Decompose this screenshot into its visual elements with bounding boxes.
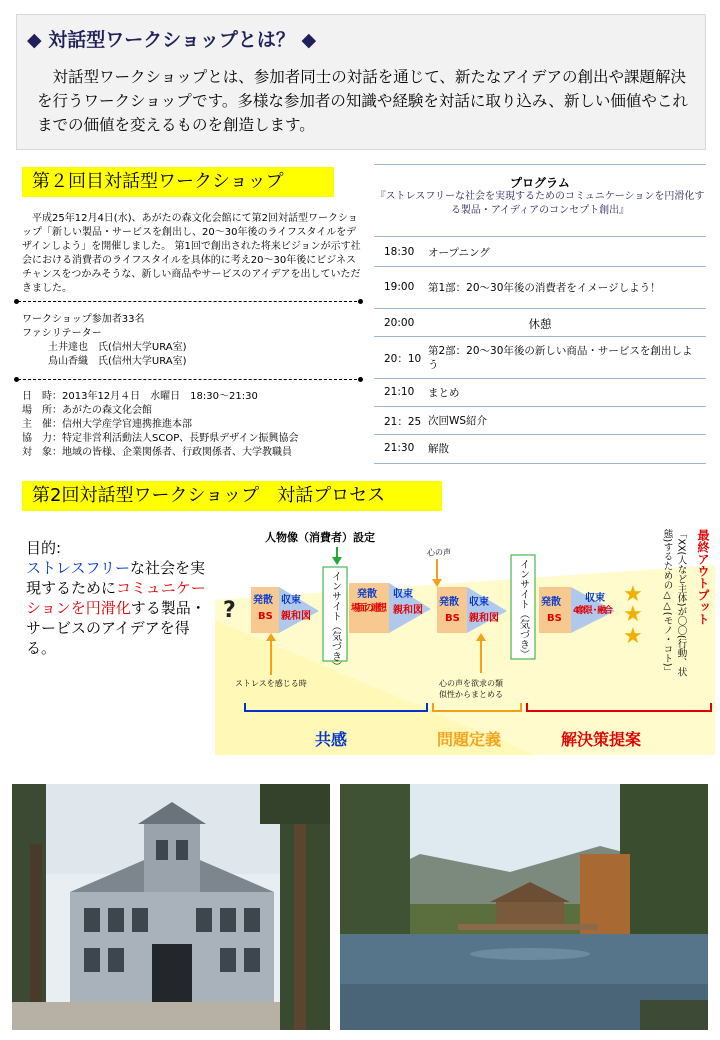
divider (18, 301, 362, 302)
facilitator-2: 鳥山香織 氏(信州大学URA室) (48, 356, 187, 367)
table-row: 20:00 休憩 (374, 308, 706, 337)
detail-cooperation: 協 力：特定非営利活動法人SCOP、長野県デザイン振興協会 (22, 433, 299, 444)
svg-text:収束: 収束 (585, 593, 605, 604)
diverge-shape (251, 587, 279, 633)
star-icon: ★ (623, 602, 643, 627)
table-row: 19:00 第1部：20～30年後の消費者をイメージしよう！ (374, 266, 706, 309)
persona-arrow-head (332, 557, 342, 565)
process-diagram (215, 525, 715, 755)
participants-count: ワークショップ参加者33名 (22, 314, 145, 325)
svg-text:BS: BS (445, 613, 460, 624)
table-row: 18:30 オープニング (374, 236, 706, 267)
table-row: 20：10 第2部：20～30年後の新しい商品・サービスを創出しよう (374, 336, 706, 379)
intro-title: ◆ 対話型ワークショップとは？ ◆ (27, 29, 317, 51)
table-row: 21：25 次回WS紹介 (374, 406, 706, 435)
table-row: 21:30 解散 (374, 434, 706, 464)
workshop-description: 平成25年12月4日(水)、あがたの森文化会館にて第2回対話型ワークショップ「新しい製品・サービスを創出し、20～30年後のライフスタイルをデザインしよう」を開催しました。 第1回で創出された将来ビジョンが示す社会における消費者のライフスタイルを具体的に考え20～30年後にビジネスチャンスをつかみそうな、新しい商品やサービスのアイデアを出していただきました。 (22, 213, 361, 294)
purpose-text: 目的: ストレスフリーな社会を実現するためにコミュニケーションを円滑化する製品・サービスのアイデアを得る。 (26, 538, 216, 658)
svg-text:発散: 発散 (253, 595, 273, 606)
facilitator-1: 土井達也 氏(信州大学URA室) (48, 342, 187, 353)
svg-text:親和図: 親和図 (469, 613, 499, 624)
heart-classify-label-1: 心の声を欲求の類 (439, 679, 503, 688)
persona-label: 人物像（消費者）設定 (265, 531, 375, 544)
participants-block (22, 313, 362, 369)
intro-body: 対話型ワークショップとは、参加者同士の対話を通じて、新たなアイデアの創出や課題解決を行うワークショップです。多様な参加者の知識や経験を対話に取り込み、新しい価値やこれまでの価値を変えるものを創造します。 (37, 68, 688, 134)
facilitator-label: ファシリテーター (22, 328, 102, 339)
svg-text:収束: 収束 (393, 589, 413, 600)
phase-solution: 解決策提案 (561, 730, 642, 749)
question-mark: ? (223, 598, 236, 623)
divider (18, 379, 362, 380)
final-output-label: 最終アウトプット (696, 529, 710, 625)
svg-text:4象限・融合: 4象限・融合 (573, 606, 613, 616)
detail-host: 主 催：信州大学産学官連携推進本部 (22, 419, 192, 430)
intro-box (16, 14, 706, 150)
svg-text:場面の連想: 場面の連想 (351, 603, 387, 614)
detail-date: 日 時：2013年12月４日 水曜日 18:30～21:30 (22, 391, 258, 402)
event-details (22, 390, 372, 460)
heart-voice-label: 心の声 (427, 548, 451, 557)
diverge-shape (437, 587, 467, 633)
stress-moment-label: ストレスを感じる時 (235, 679, 307, 688)
svg-text:BS: BS (258, 611, 273, 622)
process-title: 第2回対話型ワークショップ 対話プロセス (22, 481, 442, 511)
purpose-label: 目的: (26, 539, 62, 557)
svg-text:収束: 収束 (281, 595, 301, 606)
star-icon: ★ (623, 582, 643, 607)
program-title: プログラム (510, 176, 570, 190)
program-table (374, 164, 706, 464)
divider-dot (358, 377, 363, 382)
svg-text:BS: BS (547, 613, 562, 624)
svg-text:発散: 発散 (357, 589, 377, 600)
svg-text:収束: 収束 (469, 597, 489, 608)
table-border (374, 164, 706, 165)
program-subtitle: 『ストレスフリーな社会を実現するためのコミュニケーションを円滑化する製品・アイディアのコンセプト創出』 (375, 191, 705, 216)
garden-photo (340, 784, 708, 1030)
svg-text:親和図: 親和図 (281, 611, 311, 622)
svg-text:発散: 発散 (439, 597, 459, 608)
building-photo (12, 784, 330, 1030)
final-output-desc-2: 態)するための△△(モノ・コト)」 (661, 529, 673, 677)
detail-place: 場 所：あがたの森文化会館 (22, 405, 152, 416)
svg-text:発散: 発散 (541, 597, 561, 608)
diverge-shape (539, 587, 571, 633)
phase-empathy: 共感 (315, 730, 348, 749)
svg-text:親和図: 親和図 (393, 605, 423, 616)
heart-classify-label-2: 似性からまとめる (439, 690, 503, 699)
star-icon: ★ (623, 624, 643, 649)
svg-text:インサイト（気づき）: インサイト（気づき） (329, 571, 341, 671)
final-output-desc-1: 「XX(人など主体)が〇〇(行動、状 (675, 529, 687, 677)
divider-dot (358, 299, 363, 304)
table-row: 21:10 まとめ (374, 378, 706, 407)
detail-target: 対 象：地域の皆様、企業関係者、行政関係者、大学教職員 (22, 447, 292, 458)
phase-problem: 問題定義 (437, 730, 502, 749)
svg-text:インサイト（気づき）: インサイト（気づき） (517, 559, 529, 659)
workshop-title: 第２回目対話型ワークショップ (22, 167, 334, 197)
